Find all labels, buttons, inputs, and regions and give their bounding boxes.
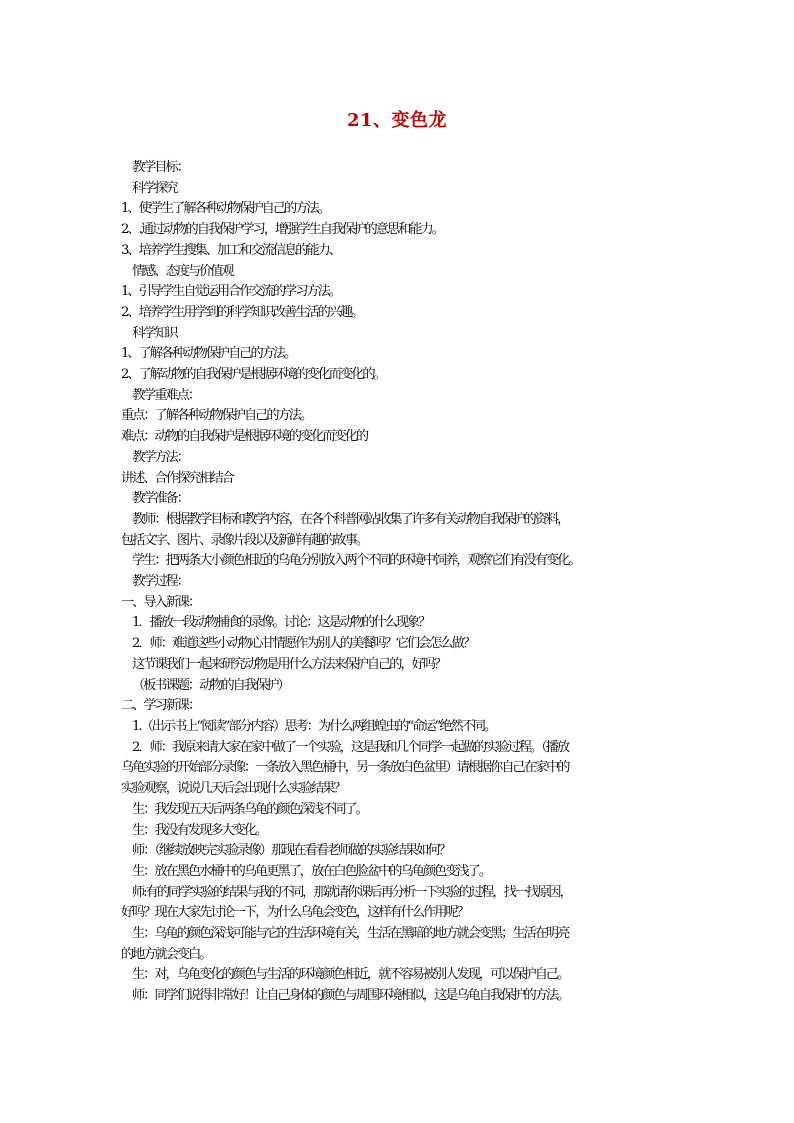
text-line: 2．师：我原来请大家在家中做了一个实验，这是我和几个同学一起做的实验过程。（播放 — [132, 739, 569, 755]
text-line: 教学准备： — [132, 491, 188, 507]
text-line: 科学探究 — [132, 180, 177, 196]
text-line: 生：我没有发现多大变化。 — [132, 822, 267, 838]
text-line: （板书课题：动物的自我保护） — [132, 677, 289, 693]
text-line: 这节课我们一起来研究动物是用什么方法来保护自己的，好吗？ — [132, 656, 446, 672]
text-line: 师：（继续放映完实验录像）那现在看看老师做的实验结果如何？ — [132, 843, 450, 859]
text-line: 生：对，乌龟变化的颜色与生活的环境颜色相近，就不容易被别人发现，可以保护自己。 — [132, 967, 569, 983]
text-line: 1．播放一段动物捕食的录像。讨论：这是动物的什么现象？ — [132, 615, 430, 631]
document-title: 21、变色龙 — [346, 110, 448, 131]
text-line: 实验观察，说说几天后会出现什么实验结果？ — [121, 781, 345, 797]
text-line: 教学重难点： — [132, 387, 200, 403]
document-body — [118, 158, 683, 1007]
text-line: 学生：把两条大小颜色相近的乌龟分别放入两个不同的环境中饲养，观察它们有没有变化。 — [132, 553, 580, 569]
text-line: 重点：了解各种动物保护自己的方法。 — [121, 408, 312, 424]
text-line: 讲述、合作探究相结合 — [121, 470, 233, 486]
text-line: 难点：动物的自我保护是根据环境的变化而变化的 — [121, 429, 368, 445]
text-line: 1、使学生了解各种动物保护自己的方法。 — [121, 201, 329, 217]
text-line: 教学方法： — [132, 449, 188, 465]
text-line: 2、了解动物的自我保护是根据环境的变化而变化的。 — [121, 367, 385, 383]
text-line: 生：我发现五天后两条乌龟的颜色深浅不同了。 — [132, 801, 367, 817]
text-line: 的地方就会变白。 — [121, 946, 211, 962]
text-line: 一、导入新课： — [121, 594, 200, 610]
text-line: 生：乌龟的颜色深浅可能与它的生活环境有关，生活在黑暗的地方就会变黑；生活在明亮 — [132, 926, 569, 942]
text-line: 师：同学们说得非常好！让自己身体的颜色与周围环境相似，这是乌龟自我保护的方法。 — [132, 988, 569, 1004]
text-line: 生：放在黑色水桶中的乌龟更黑了，放在白色脸盆中的乌龟颜色变浅了。 — [132, 863, 490, 879]
text-line: 2、培养学生用学到的科学知识改善生活的兴趣。 — [121, 304, 363, 320]
text-line: 1、引导学生自觉运用合作交流的学习方法。 — [121, 284, 340, 300]
text-line: 包括文字、图片、录像片段以及新鲜有趣的故事。 — [121, 532, 368, 548]
text-line: 3、培养学生搜集、加工和交流信息的能力、 — [121, 242, 340, 258]
text-line: 科学知识 — [132, 325, 177, 341]
text-line: 1、了解各种动物保护自己的方法。 — [121, 346, 296, 362]
text-line: 教学目标： — [132, 160, 188, 175]
text-line: 二、学习新课： — [121, 698, 200, 714]
text-line: 好吗？现在大家先讨论一下，为什么乌龟会变色，这样有什么作用呢？ — [121, 905, 468, 921]
text-line: 2．师：难道这些小动物心甘情愿作为别人的美餐吗？它们会怎么做？ — [132, 636, 475, 652]
text-line: 1.（出示书上“阅读”部分内容）思考：为什么两组蝗虫的“命运”绝然不同。 — [132, 718, 496, 734]
text-line: 教师：根据教学目标和教学内容，在各个科普网站收集了许多有关动物自我保护的资料， — [132, 511, 569, 527]
text-line: 2、.通过动物的自我保护学习，增强学生自我保护的意思和能力。 — [121, 222, 443, 238]
text-line: 师:有的同学实验的结果与我的不同，那就请你课后再分析一下实验的过程，找一找原因， — [132, 884, 571, 900]
text-line: 情感、态度与价值观 — [132, 263, 233, 279]
text-line: 教学过程： — [132, 574, 188, 590]
text-line: 乌龟实验的开始部分录像：一条放入黑色桶中，另一条放白色盆里）请根据你自己在家中的 — [121, 760, 569, 776]
